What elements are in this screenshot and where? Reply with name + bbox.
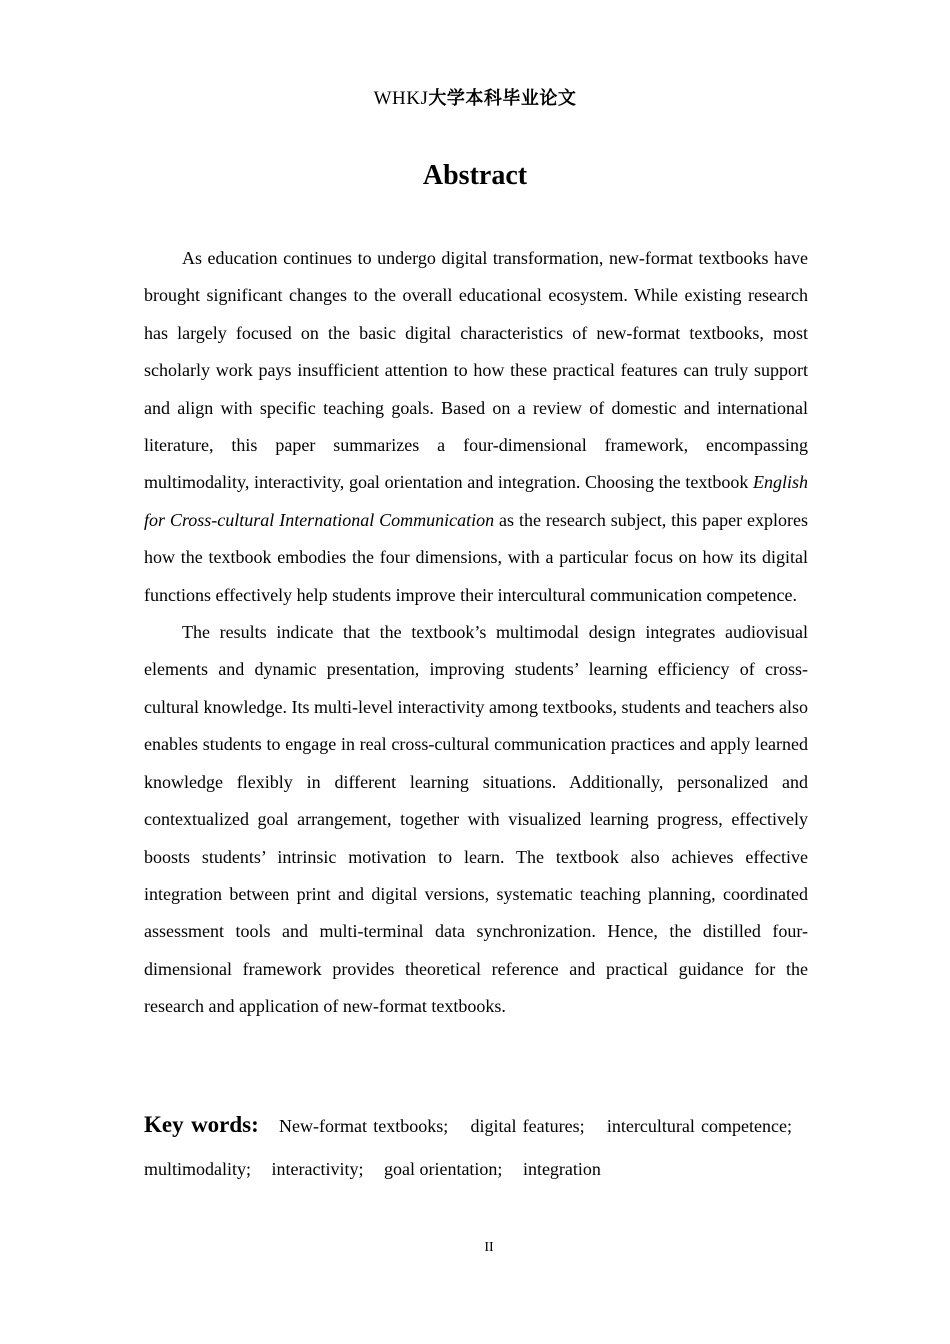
- book-title: English for Cross-cultural International Communication: [144, 472, 808, 530]
- page-title: Abstract: [422, 160, 528, 191]
- keyword-item: digital features;: [470, 1116, 585, 1136]
- page-number: II: [484, 1240, 494, 1255]
- paragraph-1-text-end: as the research subject, this paper explores how the textbook embodies the four dimensions, with a particular focus on how its digital functions effectively help students improve their intercultural communication competence.: [144, 509, 808, 605]
- keyword-item: New-format textbooks;: [279, 1116, 449, 1136]
- keyword-item: interactivity;: [271, 1159, 364, 1179]
- abstract-body: [144, 240, 808, 1026]
- abstract-paragraph-1: [144, 240, 808, 614]
- paragraph-1-text-start: As education continues to undergo digital transformation, new-format textbooks have brought significant changes to the overall educational ecosystem. While existing research has largely focused on the basic digital characteristics of new-format textbooks, most scholarly work pays insufficient attention to how these practical features can truly support and align with specific teaching goals. Based on a review of domestic and international literature, this paper summarizes a four-dimensional framework, encompassing multimodality, interactivity, goal orientation and integration. Choosing the textbook: [144, 248, 808, 493]
- abstract-paragraph-2: The results indicate that the textbook’s multimodal design integrates audiovisual elements and dynamic presentation, improving students’ learning efficiency of cross-cultural knowledge. Its multi-level interactivity among textbooks, students and teachers also enables students to engage in real cross-cultural communication practices and apply learned knowledge flexibly in different learning situations. Additionally, personalized and contextualized goal arrangement, together with visualized learning progress, effectively boosts students’ intrinsic motivation to learn. The textbook also achieves effective integration between print and digital versions, systematic teaching planning, coordinated assessment tools and multi-terminal data synchronization. Hence, the distilled four-dimensional framework provides theoretical reference and practical guidance for the research and application of new-format textbooks.: [144, 622, 808, 1017]
- header-prefix: WHKJ: [373, 88, 429, 109]
- keyword-item: multimodality;: [144, 1159, 251, 1179]
- running-header: [0, 84, 950, 110]
- keyword-item: goal orientation;: [383, 1159, 503, 1179]
- header-title-cn: 大学本科毕业论文: [428, 88, 577, 109]
- keywords-section: [144, 1103, 808, 1191]
- keywords-label: Key words:: [144, 1112, 259, 1137]
- keyword-item: intercultural competence;: [606, 1116, 793, 1136]
- keyword-item: integration: [522, 1159, 601, 1179]
